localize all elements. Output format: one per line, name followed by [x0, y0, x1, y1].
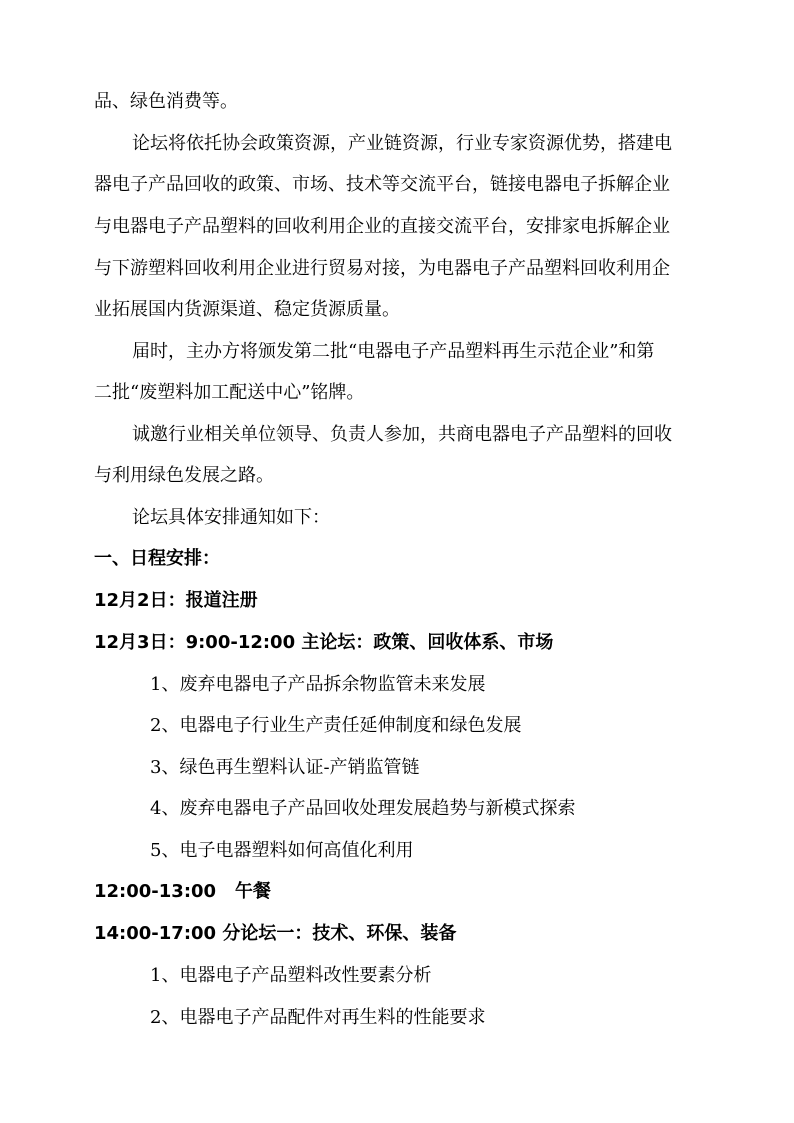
sub-item-2: 2、电器电子产品配件对再生料的性能要求	[150, 1007, 486, 1028]
para1-line-5: 业拓展国内货源渠道、稳定货源质量。	[94, 299, 400, 320]
para1-line-3: 与电器电子产品塑料的回收利用企业的直接交流平台，安排家电拆解企业	[94, 216, 670, 237]
main-item-4: 4、废弃电器电子产品回收处理发展趋势与新模式探索	[150, 798, 576, 819]
schedule-sub-forum: 14:00-17:00 分论坛一：技术、环保、装备	[94, 923, 457, 944]
main-item-5: 5、电子电器塑料如何高值化利用	[150, 840, 414, 861]
para1-line-1: 论坛将依托协会政策资源，产业链资源，行业专家资源优势，搭建电	[132, 133, 672, 154]
schedule-heading: 一、日程安排：	[94, 548, 220, 569]
main-item-2: 2、电器电子行业生产责任延伸制度和绿色发展	[150, 715, 522, 736]
para2-line-2: 二批“废塑料加工配送中心”铭牌。	[94, 382, 365, 403]
schedule-day2-main: 12月3日：9:00-12:00 主论坛：政策、回收体系、市场	[94, 632, 554, 653]
para1-line-2: 器电子产品回收的政策、市场、技术等交流平台，链接电器电子拆解企业	[94, 174, 670, 195]
para3-line-2: 与利用绿色发展之路。	[94, 465, 274, 486]
schedule-lunch: 12:00-13:00 午餐	[94, 881, 271, 902]
para2-line-1: 届时，主办方将颁发第二批“电器电子产品塑料再生示范企业”和第	[132, 341, 655, 362]
para1-line-4: 与下游塑料回收利用企业进行贸易对接，为电器电子产品塑料回收利用企	[94, 258, 670, 279]
schedule-day1: 12月2日：报道注册	[94, 590, 258, 611]
main-item-3: 3、绿色再生塑料认证-产销监管链	[150, 757, 420, 778]
main-item-1: 1、废弃电器电子产品拆余物监管未来发展	[150, 674, 486, 695]
para3-line-1: 诚邀行业相关单位领导、负责人参加，共商电器电子产品塑料的回收	[132, 424, 672, 445]
para4-line: 论坛具体安排通知如下：	[132, 507, 330, 528]
sub-item-1: 1、电器电子产品塑料改性要素分析	[150, 965, 432, 986]
intro-continuation: 品、绿色消费等。	[94, 91, 238, 112]
